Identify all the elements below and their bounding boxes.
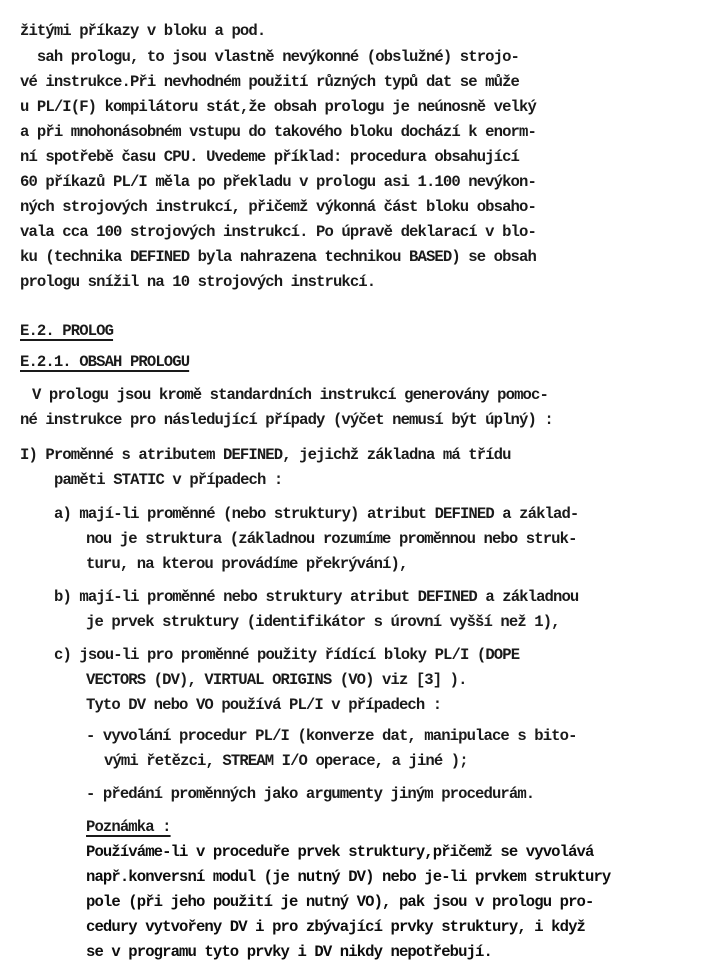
text-line: ní spotřebě času CPU. Uvedeme příklad: procedura obsahující — [20, 148, 520, 166]
note-line: cedury vytvořeny DV i pro zbývající prvky struktury, i když — [86, 918, 586, 936]
list-item-c: Tyto DV nebo VO používá PL/I v případech : — [86, 696, 442, 714]
text-line: 60 příkazů PL/I měla po překladu v prologu asi 1.100 nevýkon- — [20, 173, 536, 191]
text-line: vala cca 100 strojových instrukcí. Po úpravě deklarací v blo- — [20, 223, 536, 241]
note-line: pole (při jeho použití je nutný VO), pak jsou v prologu pro- — [86, 893, 594, 911]
list-item-a: turu, na kterou provádíme překrývání), — [86, 555, 408, 573]
list-item-c: c) jsou-li pro proměnné použity řídící bloky PL/I (DOPE — [54, 646, 520, 664]
text-line: žitými příkazy v bloku a pod. — [20, 22, 266, 40]
text-line: né instrukce pro následující případy (výčet nemusí být úplný) : — [20, 411, 553, 429]
text-line: V prologu jsou kromě standardních instrukcí generovány pomoc- — [32, 386, 548, 404]
text-line: sah prologu, to jsou vlastně nevýkonné (obslužné) strojo- — [20, 48, 520, 66]
text-line: prologu snížil na 10 strojových instrukcí. — [20, 273, 376, 291]
note-line: se v programu tyto prvky i DV nikdy nepotřebují. — [86, 943, 492, 961]
note-line: např.konversní modul (je nutný DV) nebo je-li prvkem struktury — [86, 868, 611, 886]
dash-item: - předání proměnných jako argumenty jiným procedurám. — [86, 785, 535, 803]
list-item-a: a) mají-li proměnné (nebo struktury) atribut DEFINED a základ- — [54, 505, 579, 523]
text-line: ku (technika DEFINED byla nahrazena technikou BASED) se obsah — [20, 248, 536, 266]
list-item-b: je prvek struktury (identifikátor s úrovní vyšší než 1), — [86, 613, 560, 631]
text-line: ných strojových instrukcí, přičemž výkonná část bloku obsaho- — [20, 198, 536, 216]
text-line: vé instrukce.Při nevhodném použití různých typů dat se může — [20, 73, 520, 91]
list-item-i: paměti STATIC v případech : — [54, 471, 283, 489]
note-line: Používáme-li v proceduře prvek struktury,přičemž se vyvolává — [86, 843, 594, 861]
list-item-b: b) mají-li proměnné nebo struktury atribut DEFINED a základnou — [54, 588, 579, 606]
list-item-i: I) Proměnné s atributem DEFINED, jejichž základna má třídu — [20, 446, 511, 464]
dash-item: vými řetězci, STREAM I/O operace, a jiné ); — [104, 752, 468, 770]
section-heading: E.2. PROLOG — [20, 322, 114, 340]
text-line: u PL/I(F) kompilátoru stát,že obsah prologu je neúnosně velký — [20, 98, 536, 116]
note-heading: Poznámka : — [86, 818, 171, 836]
list-item-c: VECTORS (DV), VIRTUAL ORIGINS (VO) viz [3] ). — [86, 671, 467, 689]
text-line: a při mnohonásobném vstupu do takového bloku dochází k enorm- — [20, 123, 536, 141]
subsection-heading: E.2.1. OBSAH PROLOGU — [20, 353, 190, 371]
dash-item: - vyvolání procedur PL/I (konverze dat, manipulace s bito- — [86, 727, 577, 745]
list-item-a: nou je struktura (základnou rozumíme proměnnou nebo struk- — [86, 530, 577, 548]
